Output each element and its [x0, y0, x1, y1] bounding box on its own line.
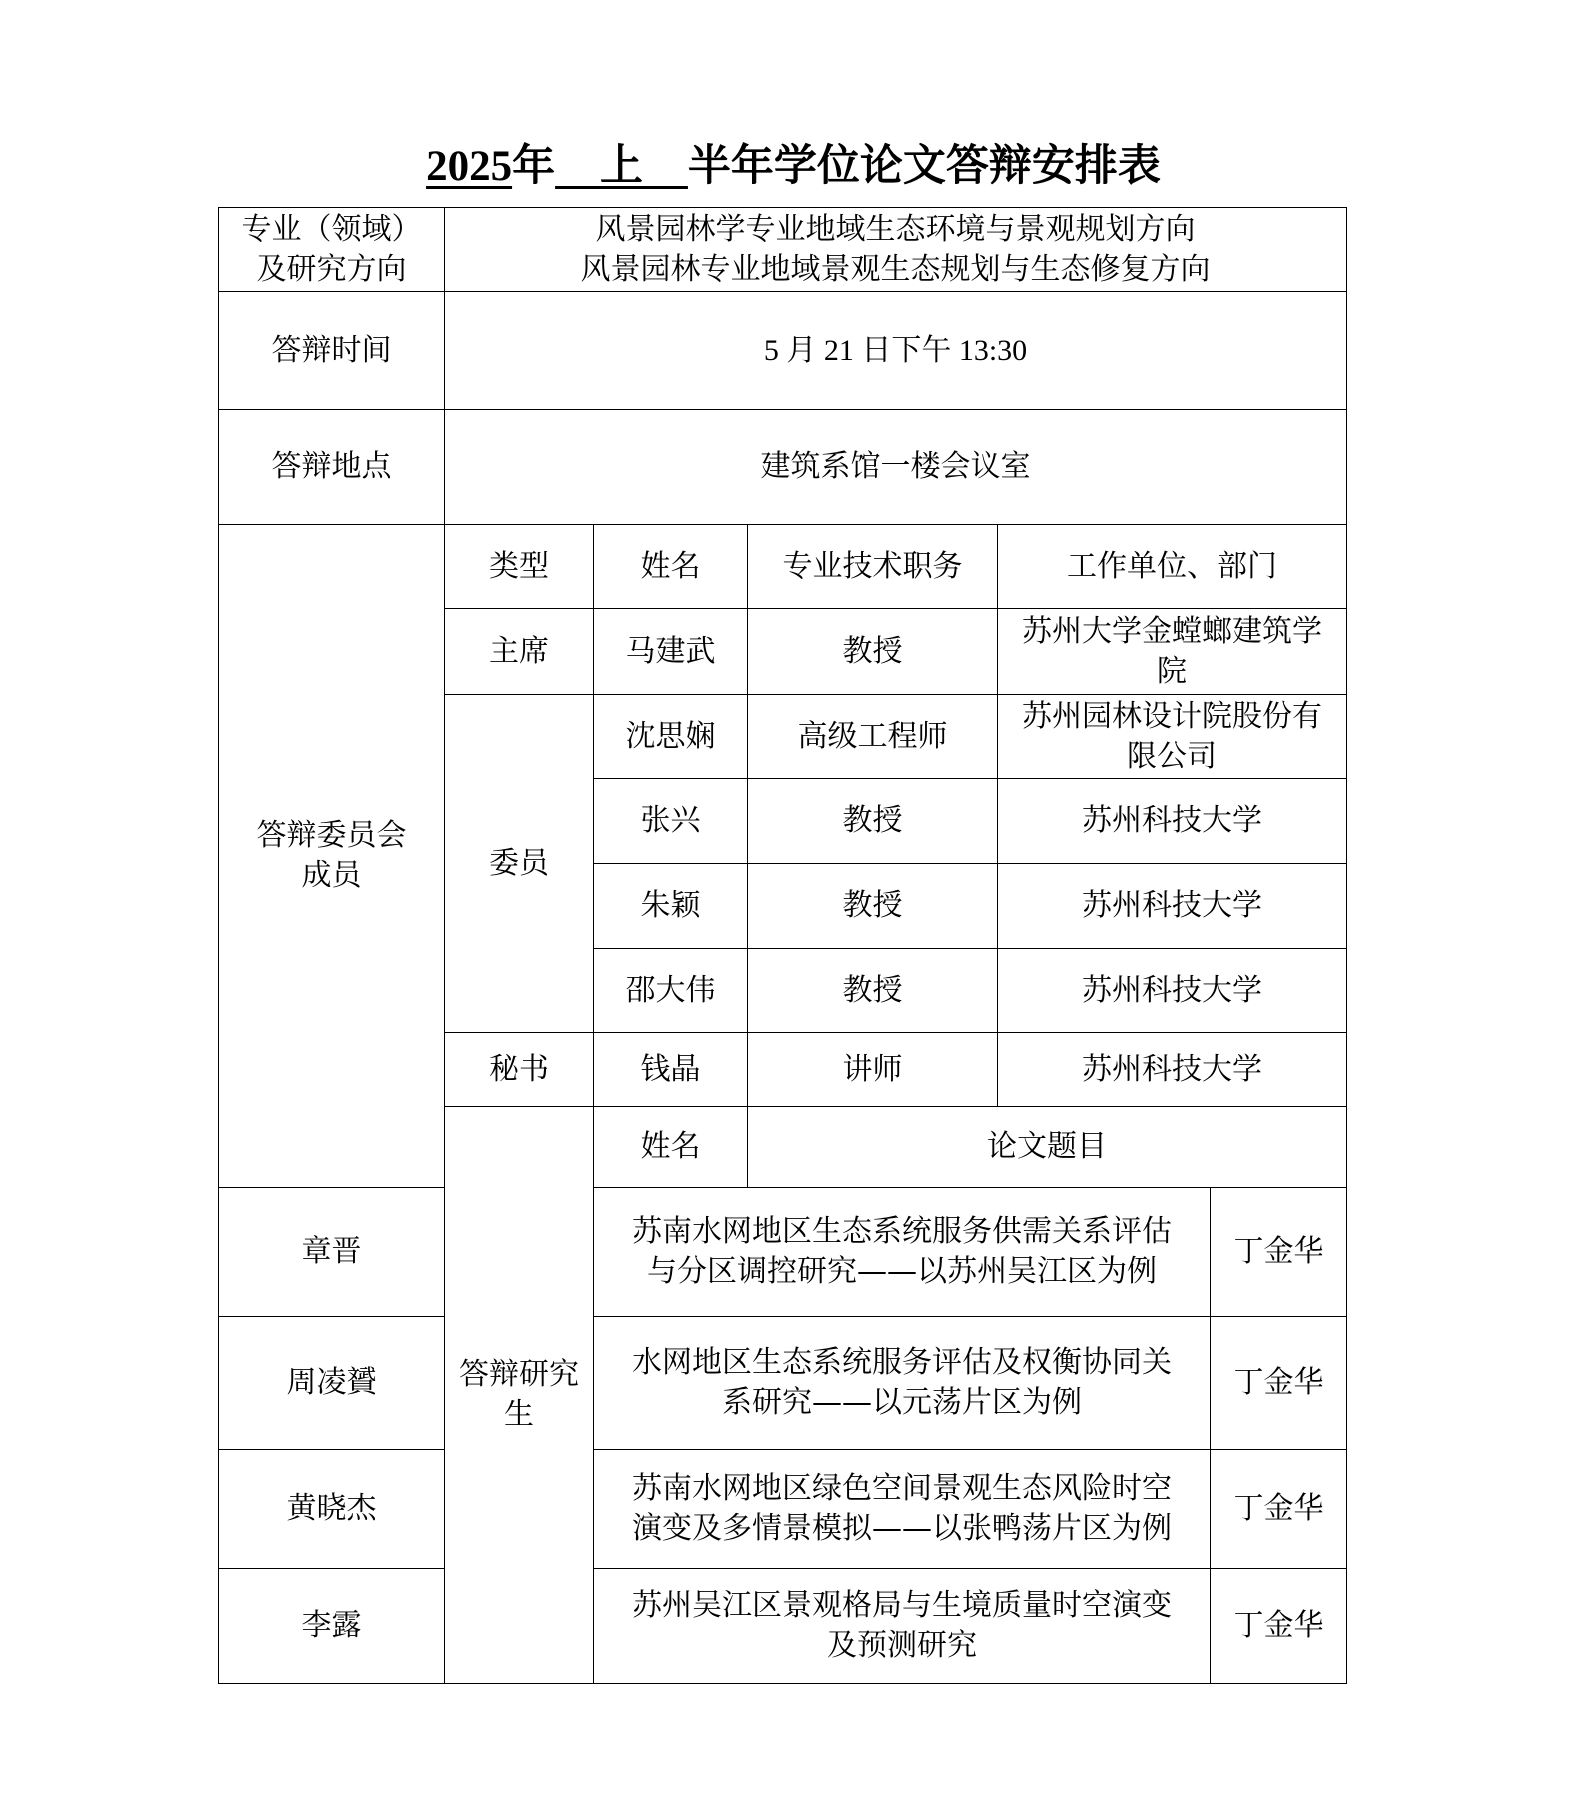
member-name: 朱颖 [594, 864, 748, 949]
chair-type: 主席 [445, 609, 594, 695]
student-topic: 苏州吴江区景观格局与生境质量时空演变 及预测研究 [594, 1569, 1211, 1684]
page-title [0, 136, 1587, 197]
student-name: 李露 [219, 1569, 445, 1684]
member-unit: 苏州科技大学 [998, 949, 1347, 1033]
member-unit: 苏州科技大学 [998, 779, 1347, 864]
students-header-topic: 论文题目 [748, 1107, 1347, 1188]
place-label: 答辩地点 [219, 410, 445, 525]
student-advisor: 丁金华 [1211, 1569, 1347, 1684]
member-name: 邵大伟 [594, 949, 748, 1033]
committee-header-title: 专业技术职务 [748, 525, 998, 609]
member-title: 教授 [748, 779, 998, 864]
defense-schedule-table [218, 207, 1347, 1684]
place-row [219, 410, 1347, 525]
member-title: 高级工程师 [748, 695, 998, 779]
student-name: 章晋 [219, 1188, 445, 1317]
member-name: 张兴 [594, 779, 748, 864]
member-title: 教授 [748, 949, 998, 1033]
chair-title: 教授 [748, 609, 998, 695]
secretary-name: 钱晶 [594, 1033, 748, 1107]
chair-name: 马建武 [594, 609, 748, 695]
committee-header-type: 类型 [445, 525, 594, 609]
student-name: 黄晓杰 [219, 1450, 445, 1569]
committee-label: 答辩委员会 成员 [219, 525, 445, 1188]
major-value: 风景园林学专业地域生态环境与景观规划方向 风景园林专业地域景观生态规划与生态修复方向 [445, 208, 1347, 292]
time-row [219, 292, 1347, 410]
committee-header-row [219, 525, 1347, 609]
committee-header-name: 姓名 [594, 525, 748, 609]
student-advisor: 丁金华 [1211, 1188, 1347, 1317]
time-label: 答辩时间 [219, 292, 445, 410]
title-year: 2025 [426, 143, 513, 190]
students-header-name: 姓名 [594, 1107, 748, 1188]
student-topic: 水网地区生态系统服务评估及权衡协同关 系研究——以元荡片区为例 [594, 1317, 1211, 1450]
student-advisor: 丁金华 [1211, 1317, 1347, 1450]
committee-header-unit: 工作单位、部门 [998, 525, 1347, 609]
major-label: 专业（领域） 及研究方向 [219, 208, 445, 292]
student-row [219, 1317, 1347, 1450]
member-unit: 苏州园林设计院股份有 限公司 [998, 695, 1347, 779]
secretary-type: 秘书 [445, 1033, 594, 1107]
major-row [219, 208, 1347, 292]
member-unit: 苏州科技大学 [998, 864, 1347, 949]
student-name: 周凌贇 [219, 1317, 445, 1450]
student-row [219, 1450, 1347, 1569]
secretary-unit: 苏州科技大学 [998, 1033, 1347, 1107]
student-row [219, 1569, 1347, 1684]
student-advisor: 丁金华 [1211, 1450, 1347, 1569]
chair-unit: 苏州大学金螳螂建筑学 院 [998, 609, 1347, 695]
time-value: 5 月 21 日下午 13:30 [445, 292, 1347, 410]
title-half-blank [555, 136, 688, 196]
member-name: 沈思娴 [594, 695, 748, 779]
title-year-suffix: 年 [512, 141, 556, 191]
student-topic: 苏南水网地区生态系统服务供需关系评估 与分区调控研究——以苏州吴江区为例 [594, 1188, 1211, 1317]
student-topic: 苏南水网地区绿色空间景观生态风险时空 演变及多情景模拟——以张鸭荡片区为例 [594, 1450, 1211, 1569]
students-label: 答辩研究生 [445, 1107, 594, 1684]
member-type: 委员 [445, 695, 594, 1033]
student-row [219, 1188, 1347, 1317]
member-title: 教授 [748, 864, 998, 949]
secretary-title: 讲师 [748, 1033, 998, 1107]
place-value: 建筑系馆一楼会议室 [445, 410, 1347, 525]
title-half: 上 [600, 141, 643, 191]
title-rest: 半年学位论文答辩安排表 [687, 141, 1161, 191]
